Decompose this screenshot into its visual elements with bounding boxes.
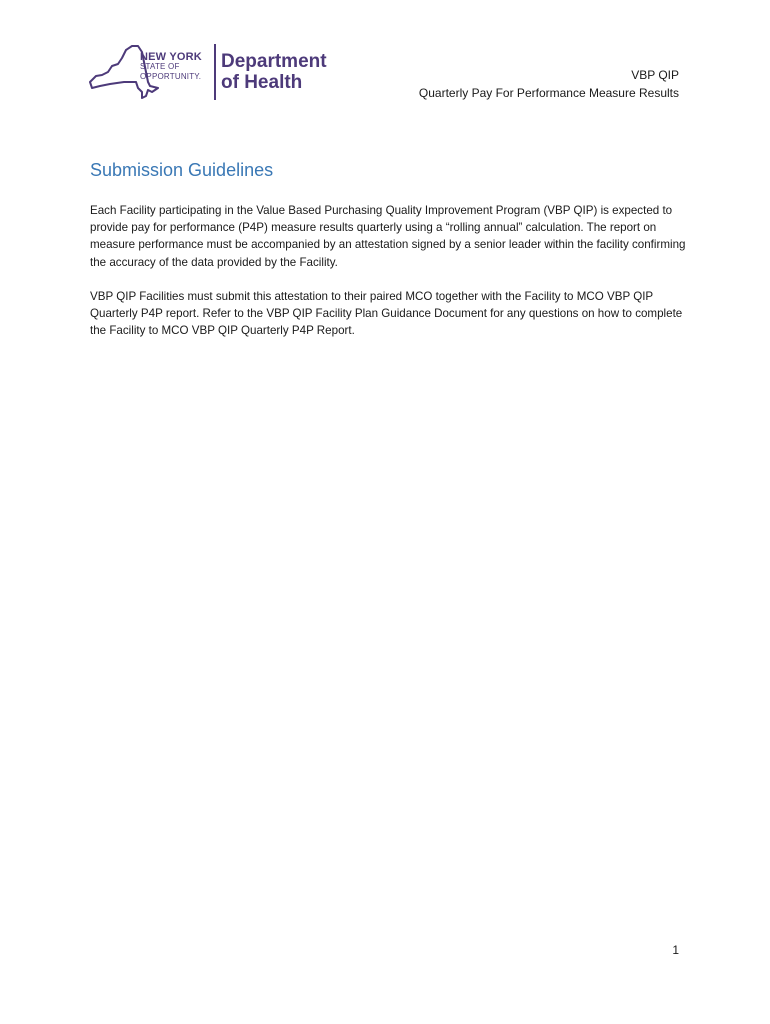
new-york-wordmark	[140, 52, 202, 82]
logo-divider	[214, 44, 216, 100]
doh-line-2: of Health	[221, 72, 303, 93]
page-number: 1	[672, 943, 679, 957]
paragraph-submission: VBP QIP Facilities must submit this attestation to their paired MCO together with the Facility to MCO VBP QIP Quarterly P4P report. Refer to the VBP QIP Facility Plan Guidance Document for any questions on how to complete the Facility to MCO VBP QIP Quarterly P4P Report.	[90, 290, 683, 338]
ny-line-3: OPPORTUNITY.	[140, 72, 202, 81]
department-of-health-wordmark	[221, 51, 327, 93]
nys-doh-logo	[88, 40, 338, 102]
document-header	[419, 66, 679, 102]
section-title: Submission Guidelines	[90, 160, 274, 180]
header-report-title: Quarterly Pay For Performance Measure Results	[418, 86, 679, 100]
paragraph-participation: Each Facility participating in the Value Based Purchasing Quality Improvement Program (VBP QIP) is expected to provide pay for performance (P4P) measure results quarterly using a “rolling annual” calculation. The report on measure performance must be accompanied by an attestation signed by a senior leader within the facility confirming the accuracy of the data provided by the Facility.	[90, 204, 686, 269]
ny-line-2: STATE OF	[140, 62, 180, 71]
header-program: VBP QIP	[631, 68, 679, 82]
ny-line-1: NEW YORK	[140, 51, 202, 63]
doh-line-1: Department	[221, 51, 327, 72]
